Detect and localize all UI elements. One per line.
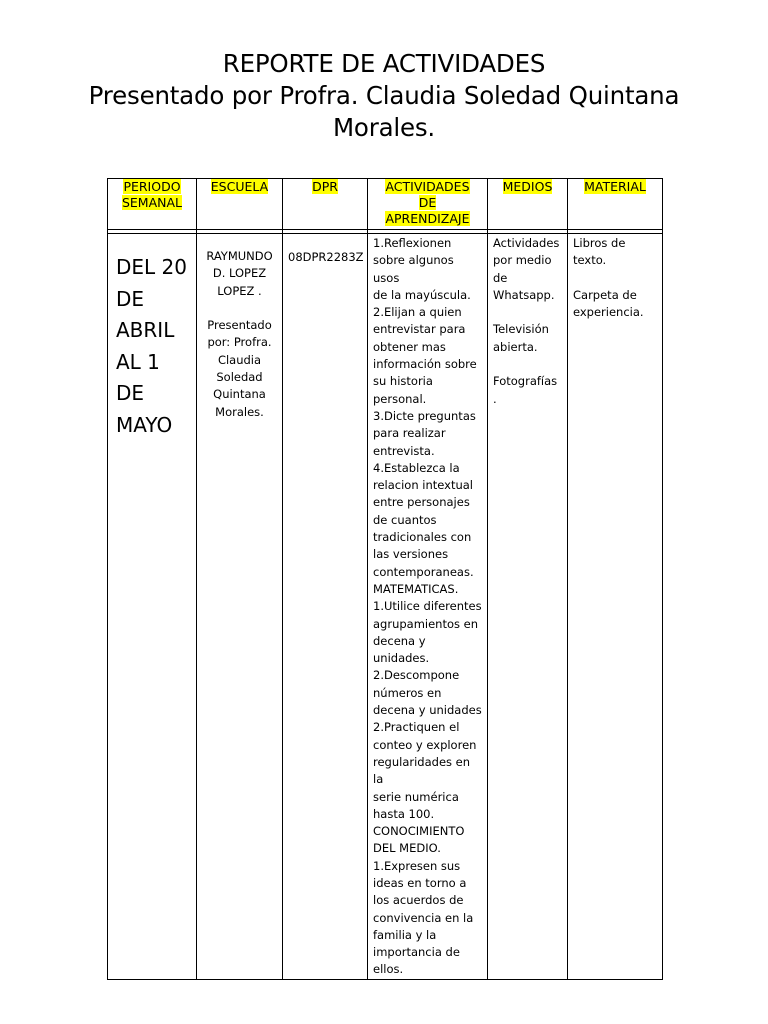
actividad-line: decena y unidades	[373, 703, 482, 718]
periodo-line: DE	[116, 286, 145, 311]
escuela-line: D. LOPEZ	[212, 266, 267, 281]
actividad-line: los acuerdos de	[373, 893, 464, 908]
dpr-value: 08DPR2283Z	[288, 250, 364, 264]
escuela-line: RAYMUNDO	[206, 249, 273, 263]
escuela-line: Morales.	[215, 404, 264, 419]
actividades-list	[373, 235, 482, 979]
actividad-line: regularidades en la	[373, 754, 471, 787]
actividad-line: 4.Establezca la	[373, 460, 460, 475]
table-header-row	[108, 179, 663, 230]
material-line: experiencia.	[573, 305, 644, 320]
escuela-line: Claudia	[217, 352, 262, 367]
actividad-line: su historia	[373, 374, 433, 389]
actividad-line: MATEMATICAS.	[373, 581, 459, 596]
title-line-2: Presentado por Profra. Claudia Soledad Quintana	[88, 81, 680, 110]
medios-line: Fotografías	[493, 374, 558, 389]
medios-line: de	[493, 270, 508, 285]
header-escuela-label: ESCUELA	[210, 179, 269, 194]
medios-line: Actividades	[493, 236, 560, 250]
actividad-line: sobre algunos usos	[373, 253, 454, 285]
medios-line: Whatsapp.	[493, 287, 555, 302]
actividad-line: 3.Dicte preguntas	[373, 408, 476, 423]
periodo-line: DE	[116, 381, 145, 405]
actividad-line: 2.Practiquen el	[373, 720, 460, 735]
cell-actividades	[368, 234, 488, 980]
actividad-line: entrevista.	[373, 443, 435, 458]
actividad-line: importancia de	[373, 945, 460, 960]
actividad-line: para realizar	[373, 426, 446, 441]
periodo-line: MAYO	[116, 412, 173, 437]
header-periodo-line-2: SEMANAL	[121, 195, 183, 210]
header-periodo-line-1: PERIODO	[123, 179, 181, 194]
medios-line: .	[493, 391, 497, 406]
actividad-line: ellos.	[373, 962, 404, 977]
periodo-line: AL 1	[116, 349, 160, 374]
actividad-line: información sobre	[373, 357, 477, 372]
header-material	[568, 179, 663, 230]
escuela-line: Soledad	[216, 370, 263, 385]
actividad-line: ideas en torno a	[373, 875, 467, 890]
cell-material	[568, 234, 663, 980]
header-medios	[488, 179, 568, 230]
actividad-line: convivencia en la	[373, 910, 474, 925]
actividad-line: 1.Utilice diferentes	[373, 599, 482, 614]
activities-table	[107, 178, 663, 980]
actividad-line: de la mayúscula.	[373, 287, 471, 302]
header-actividades-line-2: DE	[418, 195, 437, 210]
escuela-line: Presentado	[207, 318, 272, 333]
medios-line: por medio	[493, 253, 552, 268]
actividad-line: DEL MEDIO.	[373, 841, 441, 856]
periodo-line: ABRIL	[116, 318, 175, 342]
actividad-line: hasta 100.	[373, 806, 435, 821]
actividad-line: entre personajes	[373, 495, 470, 510]
actividad-line: 1.Expresen sus	[373, 858, 461, 873]
header-dpr	[283, 179, 368, 230]
material-line: texto.	[573, 253, 607, 268]
actividad-line: tradicionales con	[373, 530, 472, 545]
header-material-label: MATERIAL	[584, 179, 646, 194]
actividad-line: obtener mas	[373, 339, 446, 354]
header-periodo-semanal	[108, 179, 197, 230]
actividad-line: entrevistar para	[373, 322, 466, 337]
spacer	[573, 270, 657, 287]
actividad-line: 1.Reflexionen	[373, 236, 452, 250]
header-dpr-label: DPR	[312, 179, 338, 194]
spacer	[493, 356, 562, 373]
cell-escuela	[197, 234, 283, 980]
actividad-line: decena y unidades.	[373, 633, 430, 666]
header-escuela	[197, 179, 283, 230]
table-row	[108, 234, 663, 980]
actividad-line: 2.Elijan a quien	[373, 305, 462, 320]
actividad-line: relacion intextual	[373, 478, 474, 493]
header-actividades-line-3: APRENDIZAJE	[385, 211, 470, 226]
actividad-line: contemporaneas.	[373, 564, 474, 579]
actividad-line: serie numérica	[373, 789, 459, 804]
actividad-line: personal.	[373, 391, 427, 406]
header-actividades-line-1: ACTIVIDADES	[385, 179, 470, 194]
title-line-3: Morales.	[332, 113, 436, 142]
escuela-line: Quintana	[213, 387, 266, 402]
spacer	[197, 300, 282, 317]
header-medios-label: MEDIOS	[502, 179, 553, 194]
material-line: Carpeta de	[573, 287, 637, 302]
actividad-line: agrupamientos en	[373, 616, 479, 631]
actividad-line: las versiones	[373, 547, 449, 562]
escuela-line: LOPEZ .	[217, 283, 262, 298]
actividad-line: de cuantos	[373, 512, 437, 527]
actividad-line: conteo y exploren	[373, 737, 477, 752]
actividad-line: 2.Descompone	[373, 668, 460, 683]
header-actividades	[368, 179, 488, 230]
cell-periodo	[108, 234, 197, 980]
material-line: Libros de	[573, 236, 626, 250]
spacer	[493, 304, 562, 321]
periodo-line: DEL 20	[116, 255, 187, 279]
actividad-line: números en	[373, 685, 442, 700]
document-title	[0, 48, 768, 144]
medios-line: abierta.	[493, 339, 538, 354]
escuela-line: por: Profra.	[207, 335, 272, 350]
cell-dpr	[283, 234, 368, 980]
actividad-line: CONOCIMIENTO	[373, 824, 465, 839]
cell-medios	[488, 234, 568, 980]
medios-line: Televisión	[493, 322, 549, 337]
actividad-line: familia y la	[373, 927, 437, 942]
title-line-1: REPORTE DE ACTIVIDADES	[222, 49, 546, 78]
